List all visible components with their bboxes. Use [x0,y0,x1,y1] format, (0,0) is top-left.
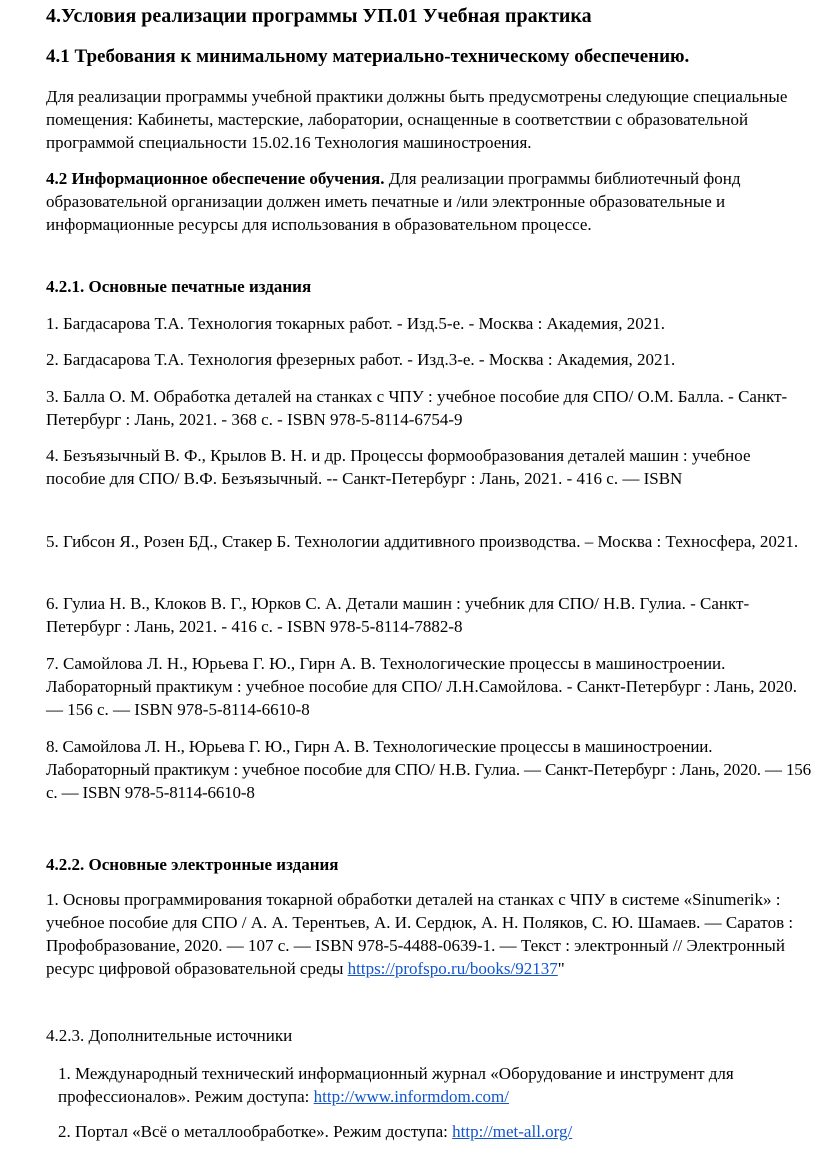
electronic-item-1 [46,888,812,980]
print-item-8: 8. Самойлова Л. Н., Юрьева Г. Ю., Гирн А. В. Технологические процессы в машиностроении. Лабораторный практикум : учебное пособие для СПО/ Н.В. Гулиа. — Санкт-Петербург : Лань, 2020. — 156 с. — ISBN 978-5-8114-6610-8 [46,737,812,802]
additional-item-2-text: 2. Портал «Всё о металлообработке». Режим доступа: [58,1122,453,1141]
additional-item-2 [58,1120,798,1143]
print-item-7: 7. Самойлова Л. Н., Юрьева Г. Ю., Гирн А. В. Технологические процессы в машиностроении. Лабораторный практикум : учебное пособие для СПО/ Л.Н.Самойлова. - Санкт-Петербург : Лань, 2020. — 156 с. — ISBN 978-5-8114-6610-8 [46,654,797,719]
print-item-1: 1. Багдасарова Т.А. Технология токарных работ. - Изд.5-е. - Москва : Академия, 2021. [46,314,665,333]
print-item-3: 3. Балла О. М. Обработка деталей на станках с ЧПУ : учебное пособие для СПО/ О.М. Балла. - Санкт-Петербург : Лань, 2021. - 368 с. - ISBN 978-5-8114-6754-9 [46,387,788,429]
section-4-1-text: Для реализации программы учебной практики должны быть предусмотрены следующие специальные помещения: Кабинеты, мастерские, лаборатории, оснащенные в соответствии с образовательной программой специальности 15.02.16 Технология машиностроения. [46,87,788,152]
section-4-1-title: 4.1 Требования к минимальному материально-техническому обеспечению. [46,46,690,67]
electronic-item-1-text: 1. Основы программирования токарной обработки деталей на станках с ЧПУ в системе «Sinumerik» : учебное пособие для СПО / А. А. Терентьев, А. И. Сердюк, А. Н. Поляков, С. Ю. Шамаев. — Саратов : Профобразование, 2020. — 107 с. — ISBN 978-5-4488-0639-1. — Текст : электронный // Электронный ресурс цифровой образовательной среды [46,890,794,978]
met-all-link[interactable]: http://met-all.org/ [452,1122,573,1141]
section-4-title: 4.Условия реализации программы УП.01 Учебная практика [46,5,592,27]
profspo-link[interactable]: https://profspo.ru/books/92137 [347,959,558,978]
additional-item-1 [58,1062,798,1108]
informdom-link[interactable]: http://www.informdom.com/ [313,1087,509,1106]
additional-item-1-text: 1. Международный технический информационный журнал «Оборудование и инструмент для профессионалов». Режим доступа: [58,1064,734,1106]
print-item-4: 4. Безъязычный В. Ф., Крылов В. Н. и др. Процессы формообразования деталей машин : учебное пособие для СПО/ В.Ф. Безъязычный. -- Санкт-Петербург : Лань, 2021. - 416 с. — ISBN [46,446,751,488]
section-4-2-2-title: 4.2.2. Основные электронные издания [46,855,339,874]
section-4-2-text: Для реализации программы библиотечный фонд образовательной организации должен иметь печатные и /или электронные образовательные и информационные ресурсы для использования в образовательном процессе. [46,169,741,234]
section-4-2-title: 4.2 Информационное обеспечение обучения. [46,169,385,188]
print-item-2: 2. Багдасарова Т.А. Технология фрезерных работ. - Изд.3-е. - Москва : Академия, 2021. [46,350,676,369]
print-item-6: 6. Гулиа Н. В., Клоков В. Г., Юрков С. А. Детали машин : учебник для СПО/ Н.В. Гулиа. - Санкт-Петербург : Лань, 2021. - 416 с. - ISBN 978-5-8114-7882-8 [46,594,750,636]
print-item-5: 5. Гибсон Я., Розен БД., Стакер Б. Технологии аддитивного производства. – Москва : Техносфера, 2021. [46,532,799,551]
section-4-2-1-title: 4.2.1. Основные печатные издания [46,277,312,296]
section-4-2-paragraph [46,167,812,236]
section-4-2-3-title: 4.2.3. Дополнительные источники [46,1026,293,1045]
electronic-item-1-tail: " [557,959,565,978]
